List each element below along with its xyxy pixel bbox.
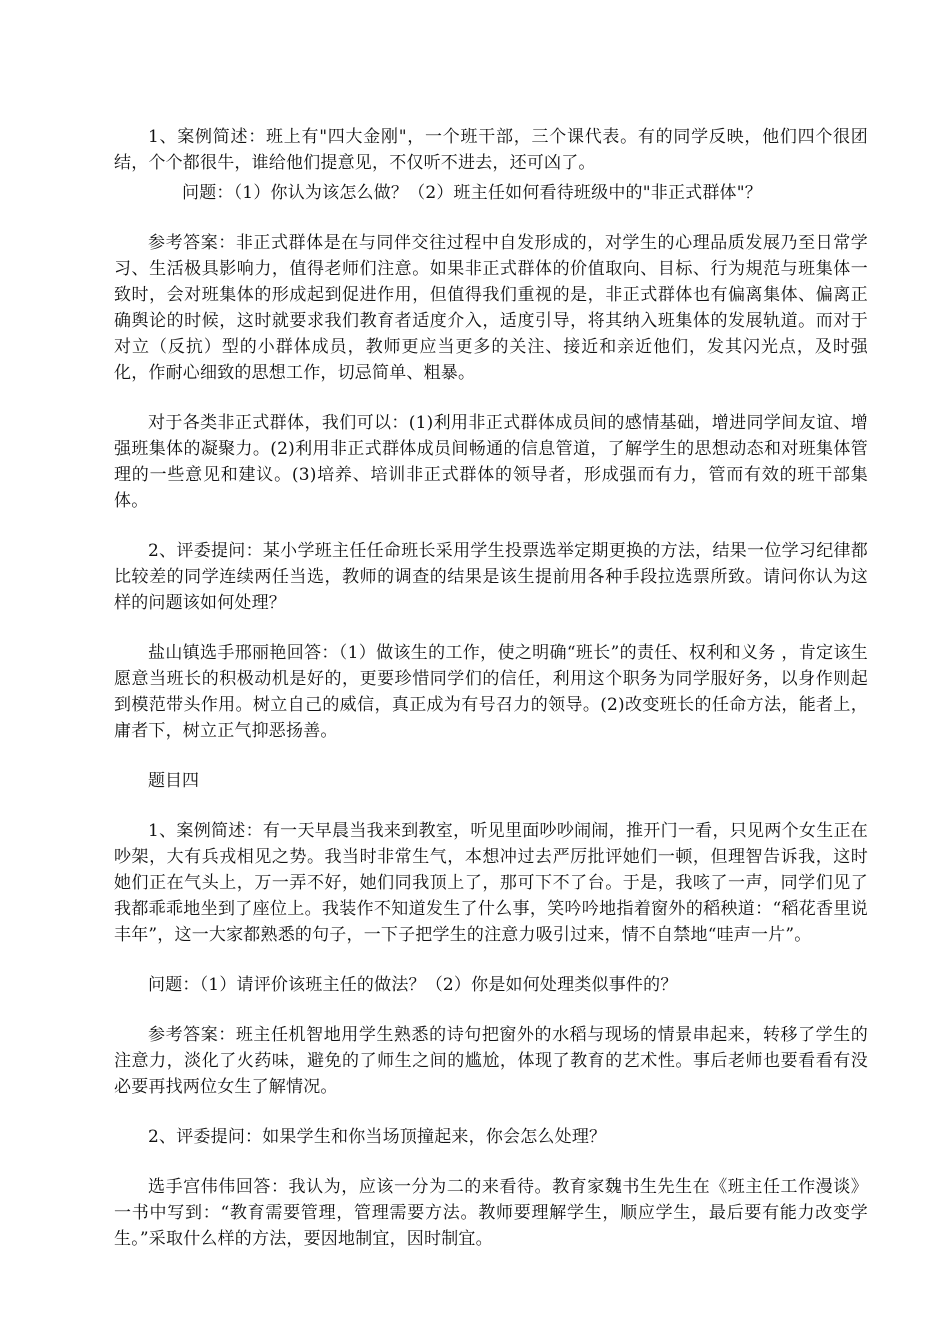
question-4: 问题：（1）请评价该班主任的做法？（2）你是如何处理类似事件的？ [148, 975, 678, 995]
contestant-answer-3: 盐山镇选手邢丽艳回答：（1）做该生的工作，使之明确“班长”的责任、权利和义务 ，肯定该生愿意当班长的积极动机是好的，更要珍惜同学们的信任，利用这个职务为同学服好务，以身作则起到模范带头作用。树立自己的威信，真正成为有号召力的领导。(2)改变班长的任命方法，能者上，庸者下，树立正气抑恶扬善。 [114, 643, 868, 741]
case-description-3: 1、案例简述：班上有"四大金刚"，一个班干部，三个课代表。有的同学反映，他们四个很团结，个个都很牛，谁给他们提意见，不仅听不进去，还可凶了。 [114, 127, 868, 173]
judge-question-4: 2、评委提问：如果学生和你当场顶撞起来，你会怎么处理？ [148, 1127, 607, 1147]
reference-answer-3: 参考答案：非正式群体是在与同伴交往过程中自发形成的，对学生的心理品质发展乃至日常学习、生活极具影响力，值得老师们注意。如果非正式群体的价值取向、目标、行为規范与班集体一致时，会对班集体的形成起到促进作用，但值得我们重视的是，非正式群体也有偏离集体、偏离正确舆论的时候，这时就要求我们教育者适度介入，适度引导，将其纳入班集体的发展轨道。而对于对立（反抗）型的小群体成员，教师更应当更多的关注、接近和亲近他们，发其闪光点，及时强化，作耐心细致的思想工作，切忌简单、粗暴。 [114, 233, 868, 383]
case-description-4: 1、案例简述：有一天早晨当我来到教室，听见里面吵吵闹闹，推开门一看，只见两个女生正在吵架，大有兵戎相见之势。我当时非常生气，本想冲过去严厉批评她们一顿，但理智告诉我，这时她们正在气头上，万一弄不好，她们同我顶上了，那可下不了台。于是，我咳了一声，同学们见了我都乖乖地坐到了座位上。我装作不知道发生了什么事，笑吟吟地指着窗外的稻秧道：“稻花香里说丰年”，这一大家都熟悉的句子，一下子把学生的注意力吸引过来，情不自禁地“哇声一片”。 [114, 821, 868, 945]
contestant-answer-4: 选手宫伟伟回答：我认为，应该一分为二的来看待。教育家魏书生先生在《班主任工作漫谈》一书中写到：“教育需要管理，管理需要方法。教师要理解学生，顺应学生，最后要有能力改变学生。”采取什么样的方法，要因地制宜，因时制宜。 [114, 1177, 868, 1249]
question-3: 问题：（1）你认为该怎么做？（2）班主任如何看待班级中的"非正式群体"？ [182, 183, 762, 203]
reference-answer-4: 参考答案：班主任机智地用学生熟悉的诗句把窗外的水稻与现场的情景串起来，转移了学生的注意力，淡化了火药味，避免的了师生之间的尴尬，体现了教育的艺术性。事后老师也要看看有没必要再找两位女生了解情况。 [114, 1025, 868, 1097]
topic-4-title: 题目四 [148, 771, 199, 791]
document-page [114, 124, 868, 1252]
methods-paragraph: 对于各类非正式群体，我们可以：(1)利用非正式群体成员间的感情基础，增进同学间友谊、增强班集体的凝聚力。(2)利用非正式群体成员间畅通的信息管道，了解学生的思想动态和对班集体管理的一些意见和建议。(3)培养、培训非正式群体的领导者，形成强而有力，管而有效的班干部集体。 [114, 413, 868, 511]
judge-question-3: 2、评委提问：某小学班主任任命班长采用学生投票选举定期更换的方法，结果一位学习纪律都比较差的同学连续两任当选，教师的调查的结果是该生提前用各种手段拉选票所致。请问你认为这样的问题该如何处理？ [114, 541, 868, 613]
